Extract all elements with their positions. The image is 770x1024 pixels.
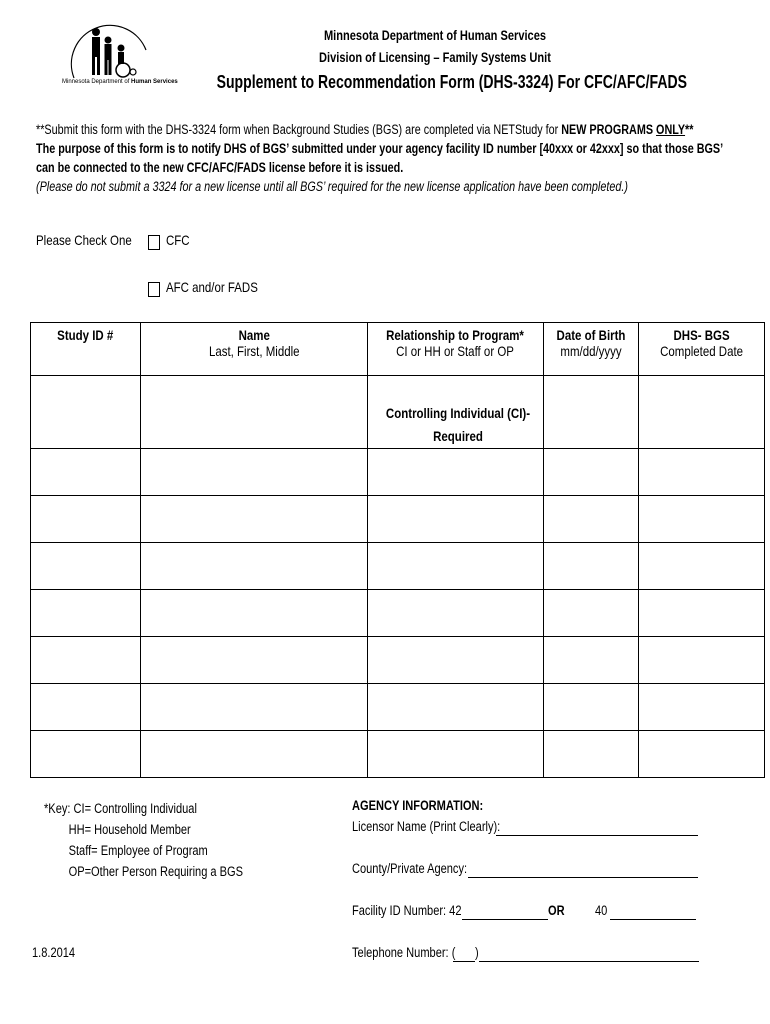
relationship-cell[interactable] (368, 684, 544, 731)
table-header-row (31, 323, 765, 376)
name-cell[interactable] (141, 637, 368, 684)
relationship-cell[interactable] (368, 496, 544, 543)
instruction-line-2: The purpose of this form is to notify DHS of BGS’ submitted under your agency facility ID number [40xxx or 42xxx] so that those BGS’ (36, 141, 724, 156)
table-row (31, 543, 765, 590)
cfc-label: CFC (166, 232, 190, 248)
dob-cell[interactable] (544, 543, 639, 590)
telephone-number-field[interactable] (479, 961, 699, 962)
study-id-cell[interactable] (31, 449, 141, 496)
bgs-date-cell[interactable] (639, 449, 765, 496)
dob-cell[interactable] (544, 731, 639, 778)
form-title: Supplement to Recommendation Form (DHS-3324) For CFC/AFC/FADS (216, 72, 687, 92)
area-code-field[interactable] (453, 961, 475, 962)
department-name: Minnesota Department of Human Services (323, 28, 547, 43)
key-line-staff: Staff= Employee of Program (68, 843, 208, 858)
name-cell[interactable] (141, 449, 368, 496)
study-id-cell[interactable] (31, 684, 141, 731)
bgs-date-cell[interactable] (639, 731, 765, 778)
instruction-line-4: (Please do not submit a 3324 for a new license until all BGS’ required for the new license application have been completed.) (36, 179, 628, 194)
county-agency-field[interactable] (468, 877, 698, 878)
name-cell[interactable] (141, 731, 368, 778)
check-one-label: Please Check One (36, 232, 132, 248)
form-version-date: 1.8.2014 (32, 945, 76, 960)
name-cell[interactable] (141, 496, 368, 543)
bgs-date-cell[interactable] (639, 376, 765, 449)
dob-cell[interactable] (544, 684, 639, 731)
study-id-cell[interactable] (31, 637, 141, 684)
table-row (31, 731, 765, 778)
key-line-op: OP=Other Person Requiring a BGS (68, 864, 244, 879)
table-row (31, 449, 765, 496)
table-row (31, 590, 765, 637)
afc-fads-checkbox[interactable] (148, 282, 160, 297)
facility-40-prefix: 40 (595, 903, 608, 918)
licensor-name-label: Licensor Name (Print Clearly): (352, 819, 501, 834)
facility-or-text: OR (548, 903, 565, 918)
key-line-hh: HH= Household Member (68, 822, 191, 837)
col-relationship: Relationship to Program* CI or HH or Staff or OP (368, 323, 544, 376)
relationship-cell[interactable] (368, 543, 544, 590)
instruction-line-1: **Submit this form with the DHS-3324 form when Background Studies (BGS) are completed via NETStudy for NEW PROGRAMS ONLY** (36, 122, 694, 137)
relationship-cell[interactable] (368, 637, 544, 684)
dob-cell[interactable] (544, 376, 639, 449)
col-name: Name Last, First, Middle (141, 323, 368, 376)
relationship-cell[interactable] (368, 449, 544, 496)
study-id-cell[interactable] (31, 731, 141, 778)
col-study-id: Study ID # (31, 323, 141, 376)
county-agency-label: County/Private Agency: (352, 861, 468, 876)
relationship-key (44, 798, 287, 882)
logo-caption: Minnesota Department of Human Services (62, 79, 178, 85)
study-id-cell[interactable] (31, 496, 141, 543)
dob-cell[interactable] (544, 496, 639, 543)
division-name: Division of Licensing – Family Systems Unit (319, 50, 551, 65)
instructions (36, 120, 756, 196)
facility-id-40-field[interactable] (610, 919, 696, 920)
cfc-checkbox[interactable] (148, 235, 160, 250)
telephone-close-paren: ) (475, 945, 479, 960)
facility-id-42-field[interactable] (462, 919, 548, 920)
dob-cell[interactable] (544, 637, 639, 684)
bgs-date-cell[interactable] (639, 684, 765, 731)
study-id-cell[interactable] (31, 376, 141, 449)
table-row (31, 637, 765, 684)
bgs-date-cell[interactable] (639, 543, 765, 590)
instruction-line-3: can be connected to the new CFC/AFC/FADS license before it is issued. (36, 160, 404, 175)
col-bgs-date: DHS- BGS Completed Date (639, 323, 765, 376)
name-cell[interactable] (141, 376, 368, 449)
study-table (30, 322, 765, 778)
facility-id-label: Facility ID Number: 42 (352, 903, 462, 918)
key-line-ci: *Key: CI= Controlling Individual (44, 801, 197, 816)
study-id-cell[interactable] (31, 590, 141, 637)
name-cell[interactable] (141, 684, 368, 731)
col-dob: Date of Birth mm/dd/yyyy (544, 323, 639, 376)
telephone-label: Telephone Number: ( (352, 945, 456, 960)
name-cell[interactable] (141, 543, 368, 590)
bgs-date-cell[interactable] (639, 590, 765, 637)
table-row (31, 684, 765, 731)
agency-heading: AGENCY INFORMATION: (352, 798, 484, 813)
relationship-cell[interactable] (368, 590, 544, 637)
bgs-date-cell[interactable] (639, 496, 765, 543)
licensor-name-field[interactable] (496, 835, 698, 836)
afc-fads-label: AFC and/or FADS (166, 279, 258, 295)
ci-required-note: Controlling Individual (CI)- Required (385, 405, 531, 444)
name-cell[interactable] (141, 590, 368, 637)
table-row (31, 376, 765, 449)
relationship-cell[interactable] (368, 376, 544, 449)
dob-cell[interactable] (544, 449, 639, 496)
bgs-date-cell[interactable] (639, 637, 765, 684)
study-id-cell[interactable] (31, 543, 141, 590)
table-row (31, 496, 765, 543)
dob-cell[interactable] (544, 590, 639, 637)
relationship-cell[interactable] (368, 731, 544, 778)
